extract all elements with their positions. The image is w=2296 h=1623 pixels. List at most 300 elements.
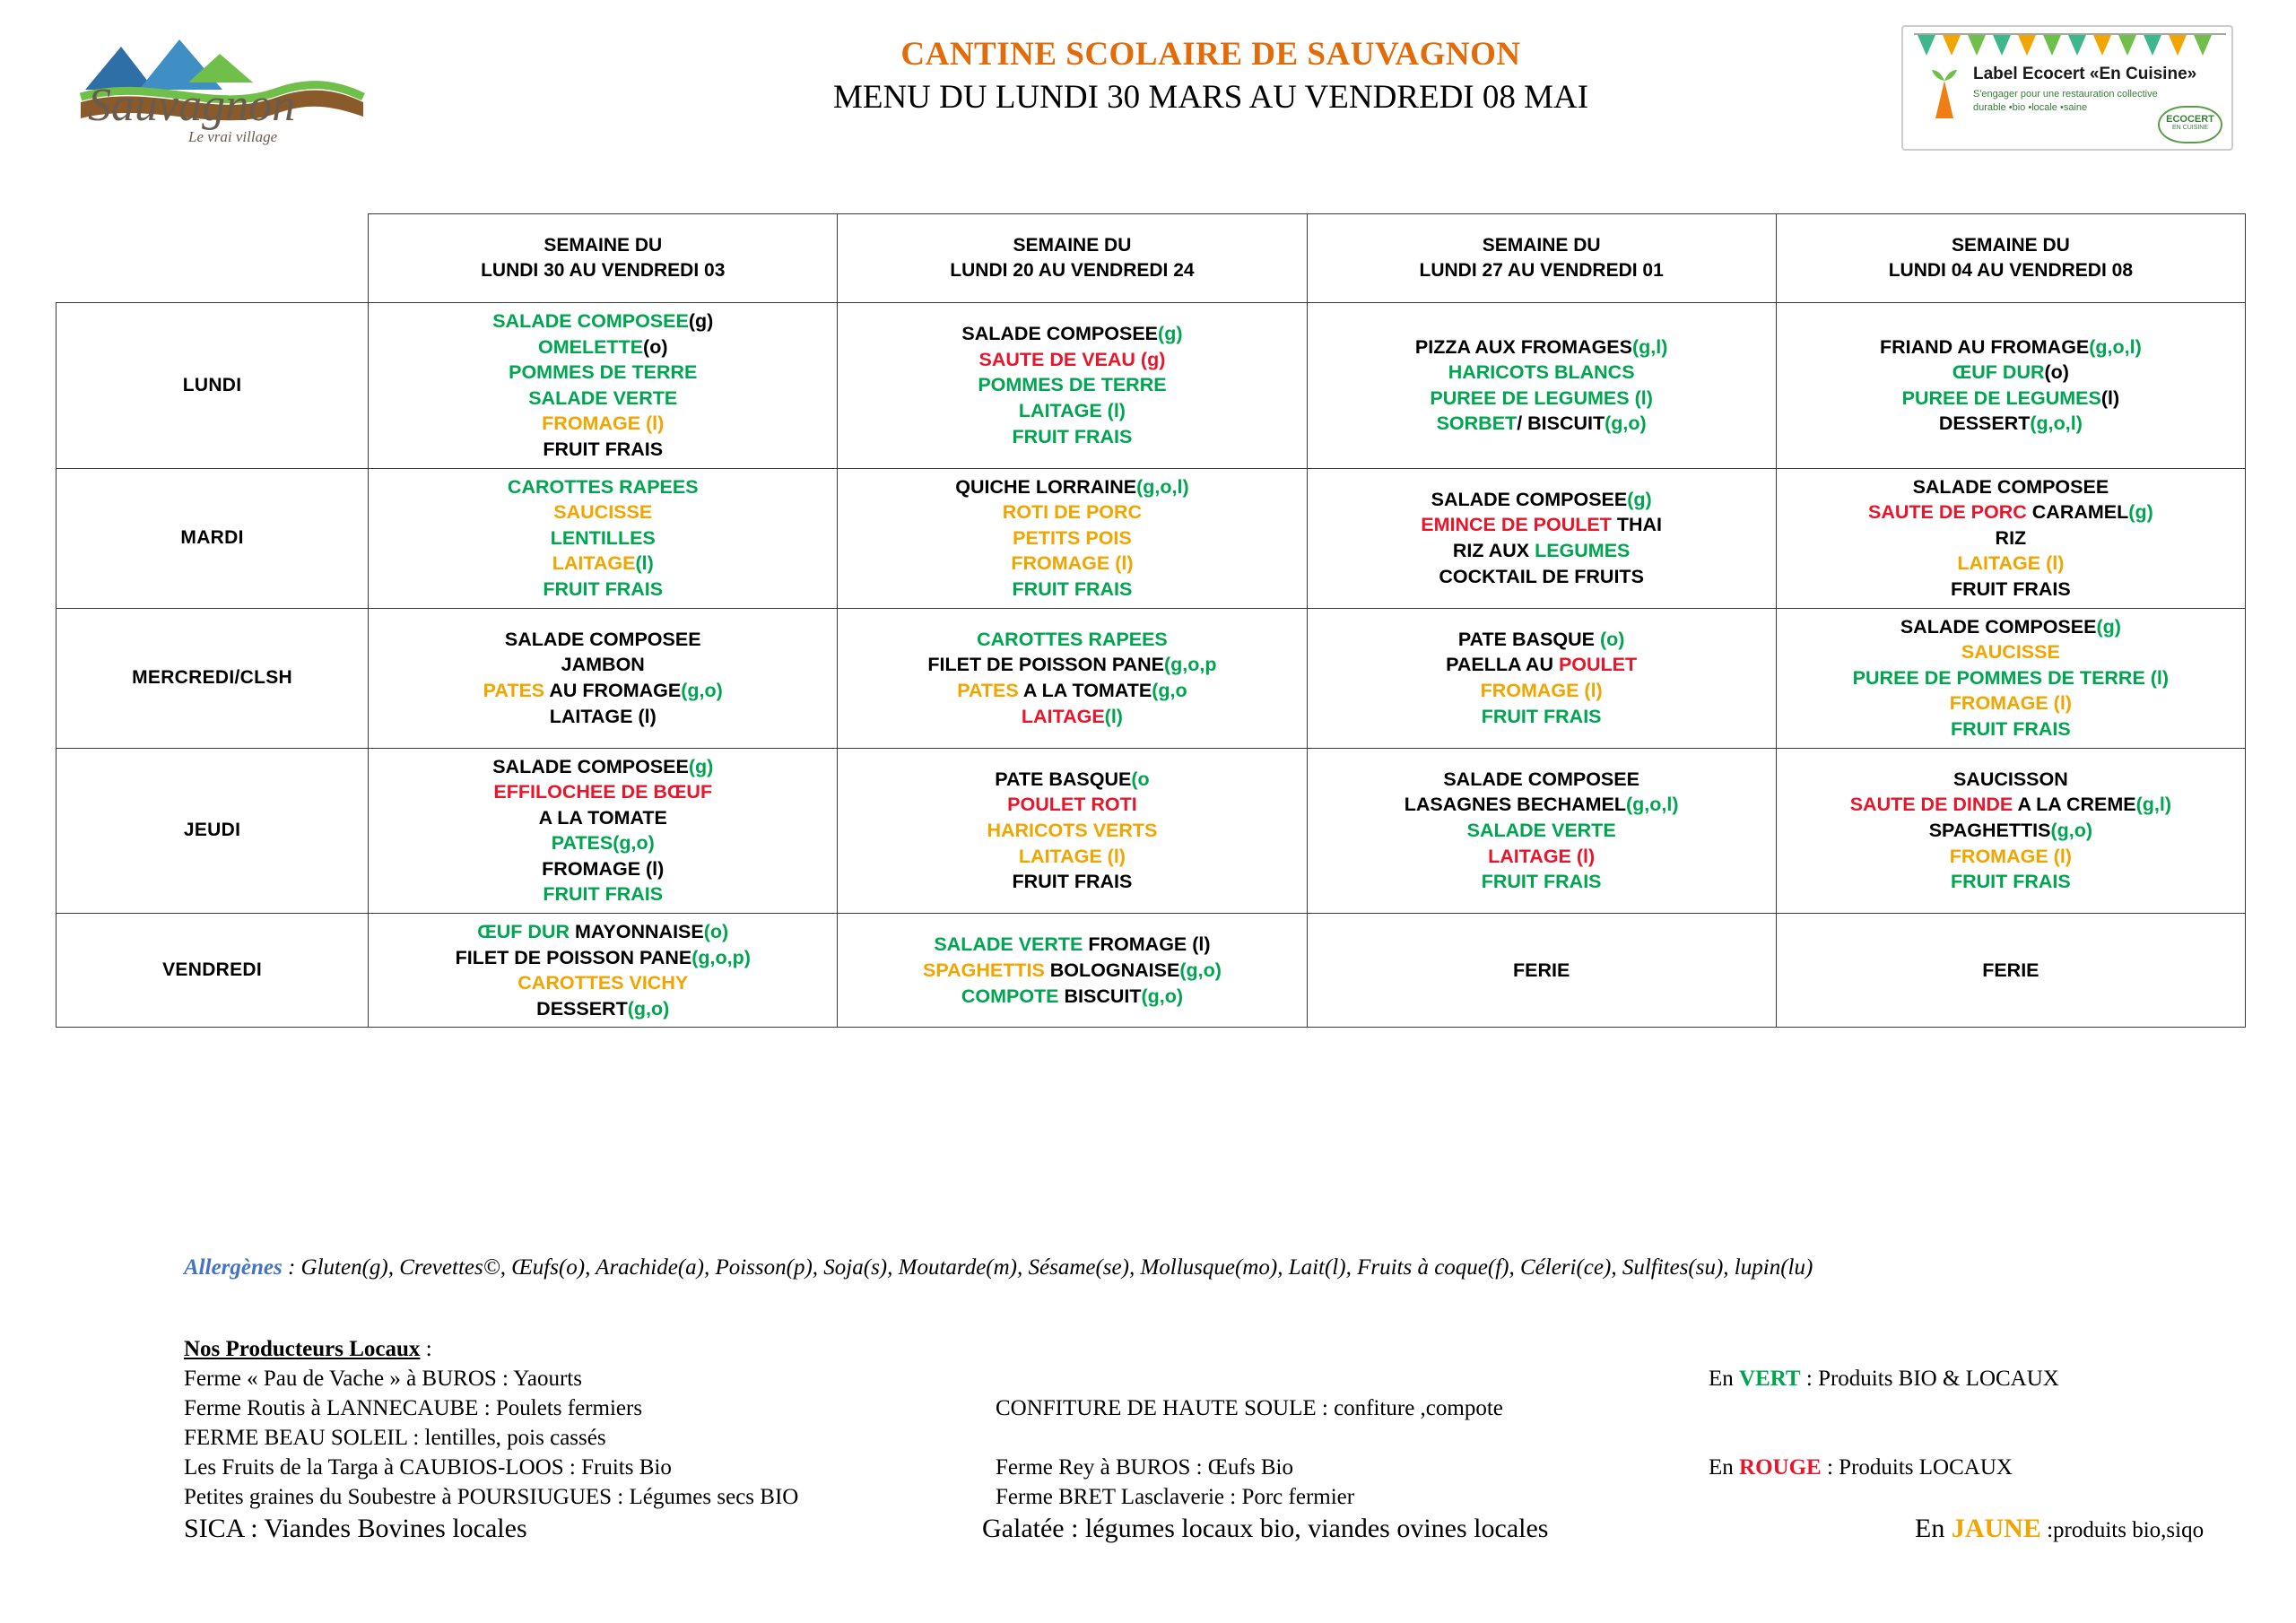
producers-section [184, 1334, 2247, 1551]
menu-text: (g) [1158, 323, 1183, 345]
menu-text: SAUCISSE [1961, 641, 2060, 664]
producers-final-left: SICA : Viandes Bovines locales [184, 1514, 527, 1543]
menu-text: ŒUF DUR [477, 921, 575, 943]
menu-text: SALADE VERTE [1466, 819, 1616, 841]
menu-line [374, 652, 831, 678]
menu-text: FROMAGE (l) [542, 857, 665, 880]
menu-text: (g,o,l) [2030, 412, 2083, 435]
menu-line [1782, 474, 2239, 500]
menu-text: FRUIT FRAIS [1012, 425, 1133, 447]
legend-prefix: En [1709, 1455, 1740, 1480]
menu-line [843, 792, 1300, 818]
menu-text: (o) [1599, 628, 1625, 650]
menu-line [1782, 639, 2239, 665]
menu-text: PATES [957, 680, 1023, 702]
menu-line [1782, 525, 2239, 551]
menu-table [56, 213, 2246, 1028]
menu-text: PIZZA AUX FROMAGES [1414, 335, 1632, 358]
ecocert-subtitle: S'engager pour une restauration collective durable •bio •locale •saine [1973, 89, 2158, 113]
carrot-icon [1926, 66, 1962, 122]
producers-title-suffix: : [420, 1337, 432, 1361]
menu-text: (g) [1627, 488, 1652, 510]
page-title [574, 36, 1848, 117]
menu-line [1313, 538, 1770, 564]
menu-line [843, 678, 1300, 704]
menu-text: QUICHE LORRAINE [955, 475, 1137, 498]
menu-line [1782, 767, 2239, 793]
menu-text: SORBET [1436, 412, 1518, 435]
menu-line [1313, 627, 1770, 653]
menu-text: LENTILLES [550, 526, 656, 549]
menu-line [843, 424, 1300, 450]
menu-line [374, 437, 831, 463]
producer-row-4 [184, 1482, 2247, 1512]
menu-cell-3-0 [369, 748, 838, 914]
menu-text: FRUIT FRAIS [543, 438, 664, 460]
menu-text: PUREE DE LEGUMES (l) [1430, 386, 1653, 409]
producers-final-right-post: :produits bio,siqo [2040, 1518, 2205, 1542]
menu-text: (g,o) [681, 680, 723, 702]
menu-text: LAITAGE (l) [1488, 845, 1596, 867]
menu-line [843, 818, 1300, 844]
corner-cell [57, 214, 369, 303]
menu-text: SAUTE DE VEAU (g) [978, 348, 1166, 370]
menu-text: (o) [2044, 361, 2069, 384]
menu-text: FROMAGE (l) [1949, 845, 2072, 867]
producer-row-0 [184, 1364, 2247, 1393]
menu-line [374, 678, 831, 704]
menu-text: FROMAGE (l) [1949, 692, 2072, 715]
menu-text: (o) [703, 921, 729, 943]
sauvagnon-logo [54, 20, 430, 172]
menu-text: SPAGHETTIS [923, 959, 1050, 981]
menu-text: FRUIT FRAIS [1481, 705, 1602, 727]
menu-text: JAMBON [561, 654, 645, 676]
menu-text: FRIAND AU FROMAGE [1879, 335, 2090, 358]
ecocert-seal [2158, 106, 2222, 143]
producers-title-row [184, 1334, 2247, 1364]
menu-line [374, 360, 831, 386]
menu-text: FERIE [1982, 959, 2039, 981]
menu-text: (g,o,l) [1626, 794, 1679, 816]
producer-text-primary: FERME BEAU SOLEIL : lentilles, pois cassés [184, 1426, 606, 1450]
legend-keyword: VERT [1739, 1367, 1801, 1391]
menu-text: LEGUMES [1535, 540, 1631, 562]
menu-text: (o) [643, 335, 668, 358]
menu-text: FRUIT FRAIS [1950, 717, 2071, 740]
menu-text: DESSERT [1938, 412, 2031, 435]
menu-text: LAITAGE (l) [1018, 845, 1126, 867]
menu-line [374, 704, 831, 730]
menu-line [843, 499, 1300, 525]
menu-text: ROTI DE PORC [1002, 501, 1143, 524]
menu-cell-0-1 [838, 303, 1307, 469]
menu-text: (g,o,l) [2089, 335, 2142, 358]
menu-text: (g,o) [613, 832, 655, 855]
menu-cell-0-2 [1307, 303, 1776, 469]
menu-text: FRUIT FRAIS [1950, 577, 2071, 600]
menu-text: (g,o [1152, 680, 1187, 702]
week-header-2-line2: LUNDI 20 AU VENDREDI 24 [950, 260, 1195, 281]
menu-text: FERIE [1512, 959, 1570, 981]
menu-text: SALADE VERTE [934, 933, 1089, 956]
menu-text: FROMAGE (l) [1480, 680, 1603, 702]
week-header-4-line2: LUNDI 04 AU VENDREDI 08 [1888, 260, 2134, 281]
producer-text-secondary: Ferme Rey à BUROS : Œufs Bio [996, 1455, 1293, 1480]
menu-line [843, 984, 1300, 1010]
legend-suffix: : Produits BIO & LOCAUX [1800, 1367, 2059, 1391]
menu-text: EMINCE DE POULET [1421, 514, 1617, 536]
menu-text: EFFILOCHEE DE BŒUF [493, 781, 713, 803]
menu-text: OMELETTE [537, 335, 644, 358]
day-label-1: MARDI [57, 468, 369, 608]
menu-cell-3-2 [1307, 748, 1776, 914]
menu-cell-1-0 [369, 468, 838, 608]
producers-final-row [184, 1512, 2247, 1551]
menu-cell-2-2 [1307, 608, 1776, 748]
menu-line [1313, 652, 1770, 678]
menu-text: LAITAGE (l) [1018, 400, 1126, 422]
allergens-label: Allergènes [184, 1255, 283, 1280]
menu-text: FRUIT FRAIS [1950, 871, 2071, 893]
menu-text: (g) [688, 310, 714, 332]
menu-cell-2-3 [1776, 608, 2245, 748]
menu-text: RIZ AUX [1452, 540, 1535, 562]
menu-text: HARICOTS BLANCS [1448, 361, 1635, 384]
menu-line [1313, 818, 1770, 844]
menu-line [1313, 334, 1770, 360]
legend-suffix: : Produits LOCAUX [1821, 1455, 2013, 1480]
menu-text: (g,o) [627, 997, 670, 1020]
menu-text: LAITAGE [1021, 705, 1105, 727]
table-header-row [57, 214, 2246, 303]
day-label-3: JEUDI [57, 748, 369, 914]
legend-entry [1709, 1364, 2059, 1393]
producer-text-secondary: Ferme BRET Lasclaverie : Porc fermier [996, 1485, 1355, 1509]
legend-prefix: En [1709, 1367, 1740, 1391]
menu-line [1782, 844, 2239, 870]
menu-text: PUREE DE POMMES DE TERRE (l) [1852, 666, 2170, 689]
menu-text: FRUIT FRAIS [1481, 871, 1602, 893]
menu-text: FRUIT FRAIS [1012, 871, 1133, 893]
menu-row-jeudi [57, 748, 2246, 914]
menu-cell-0-3 [1776, 303, 2245, 469]
menu-text: LASAGNES BECHAMEL [1404, 794, 1627, 816]
menu-row-lundi [57, 303, 2246, 469]
menu-text: (l) [2100, 386, 2120, 409]
day-label-4: VENDREDI [57, 914, 369, 1028]
title-sub: MENU DU LUNDI 30 MARS AU VENDREDI 08 MAI [832, 78, 1589, 116]
producer-text-primary: Les Fruits de la Targa à CAUBIOS-LOOS : Fruits Bio [184, 1455, 672, 1480]
menu-line [374, 945, 831, 971]
producers-title: Nos Producteurs Locaux [184, 1337, 421, 1361]
menu-line [843, 474, 1300, 500]
menu-line [1782, 499, 2239, 525]
menu-text: (g,o,p) [691, 946, 751, 968]
menu-line [843, 958, 1300, 984]
menu-cell-3-1 [838, 748, 1307, 914]
legend-keyword: ROUGE [1739, 1455, 1822, 1480]
legend-jaune: JAUNE [1951, 1514, 2041, 1543]
menu-line [1782, 360, 2239, 386]
menu-cell-2-0 [369, 608, 838, 748]
legend-entry [1709, 1453, 2013, 1482]
menu-text: SALADE COMPOSEE [1900, 615, 2097, 638]
menu-line [1313, 958, 1770, 984]
title-main: CANTINE SCOLAIRE DE SAUVAGNON [900, 36, 1521, 73]
menu-row-vendredi [57, 914, 2246, 1028]
menu-text: SALADE COMPOSEE [492, 310, 689, 332]
producer-row-2 [184, 1423, 2247, 1453]
menu-text: (g) [688, 755, 714, 777]
producer-row-1 [184, 1393, 2247, 1423]
menu-line [374, 779, 831, 805]
menu-text: SALADE COMPOSEE [1431, 488, 1628, 510]
producer-text-primary: Petites graines du Soubestre à POURSIUGUES : Légumes secs BIO [184, 1485, 799, 1509]
menu-text: PATES [551, 832, 613, 855]
menu-text: COMPOTE [961, 985, 1065, 1007]
menu-text: PATE BASQUE [995, 768, 1132, 790]
menu-text: A LA CREME [2017, 794, 2136, 816]
menu-text: PUREE DE LEGUMES [1901, 386, 2101, 409]
menu-text: A LA TOMATE [1022, 680, 1152, 702]
producers-final-right [1915, 1512, 2204, 1548]
menu-text: (g,o) [1179, 959, 1222, 981]
menu-line [374, 754, 831, 780]
menu-cell-1-1 [838, 468, 1307, 608]
menu-text: FILET DE POISSON PANE [455, 946, 692, 968]
week-header-4-line1: SEMAINE DU [1951, 234, 2070, 256]
menu-text: POMMES DE TERRE [509, 361, 698, 384]
menu-text: HARICOTS VERTS [987, 819, 1158, 841]
menu-line [374, 525, 831, 551]
menu-text: SAUTE DE DINDE [1849, 794, 2018, 816]
document-header [0, 0, 2296, 188]
producer-text-primary: Ferme « Pau de Vache » à BUROS : Yaourts [184, 1367, 582, 1391]
menu-text: FROMAGE (l) [1011, 552, 1134, 575]
menu-cell-3-3 [1776, 748, 2245, 914]
week-header-1 [369, 214, 838, 303]
bunting-icon [1910, 30, 2226, 61]
menu-line [374, 551, 831, 577]
menu-line [1313, 678, 1770, 704]
day-label-2: MERCREDI/CLSH [57, 608, 369, 748]
menu-text: CAROTTES RAPEES [977, 628, 1168, 650]
menu-text: FRUIT FRAIS [1012, 577, 1133, 600]
menu-line [1782, 386, 2239, 412]
menu-text: THAI [1616, 514, 1663, 536]
menu-row-mardi [57, 468, 2246, 608]
menu-line [1782, 690, 2239, 716]
menu-text: ŒUF DUR [1952, 361, 2045, 384]
menu-text: A LA TOMATE [538, 806, 667, 829]
menu-line [1782, 551, 2239, 577]
menu-table-body [57, 303, 2246, 1028]
producer-text-primary: Ferme Routis à LANNECAUBE : Poulets fermiers [184, 1396, 643, 1420]
menu-cell-4-3 [1776, 914, 2245, 1028]
menu-text: SALADE COMPOSEE [492, 755, 689, 777]
menu-line [1313, 360, 1770, 386]
menu-text: POMMES DE TERRE [978, 374, 1167, 396]
svg-text:Sauvagnon: Sauvagnon [88, 80, 296, 131]
menu-text: MAYONNAISE [574, 921, 704, 943]
menu-text: BISCUIT [1064, 985, 1142, 1007]
menu-text: BOLOGNAISE [1049, 959, 1180, 981]
menu-text: (g,l) [2135, 794, 2172, 816]
menu-line [843, 932, 1300, 958]
menu-text: CARAMEL [2031, 501, 2129, 524]
menu-text: (g) [2128, 501, 2153, 524]
menu-text: FROMAGE (l) [1088, 933, 1211, 956]
menu-line [374, 830, 831, 856]
menu-text: PATES [483, 680, 550, 702]
menu-text: PATE BASQUE [1457, 628, 1600, 650]
menu-line [843, 525, 1300, 551]
menu-line [843, 577, 1300, 603]
menu-text: PAELLA AU [1446, 654, 1559, 676]
menu-line [374, 970, 831, 996]
menu-cell-1-2 [1307, 468, 1776, 608]
menu-line [374, 411, 831, 437]
menu-line [1313, 411, 1770, 437]
menu-line [843, 704, 1300, 730]
menu-line [1782, 665, 2239, 691]
menu-text: (g,o,l) [1136, 475, 1189, 498]
menu-line [1313, 564, 1770, 590]
menu-text: DESSERT [536, 997, 628, 1020]
menu-text: FRUIT FRAIS [543, 577, 664, 600]
menu-line [1313, 844, 1770, 870]
week-header-4 [1776, 214, 2245, 303]
menu-line [374, 856, 831, 882]
menu-text: (g,o) [1605, 412, 1647, 435]
menu-line [1782, 334, 2239, 360]
menu-text: FRUIT FRAIS [543, 883, 664, 906]
menu-line [1782, 869, 2239, 895]
menu-text: (l) [635, 552, 654, 575]
allergens-note [184, 1252, 2238, 1283]
menu-line [843, 767, 1300, 793]
ecocert-seal-line1: ECOCERT [2166, 114, 2214, 125]
menu-line [374, 474, 831, 500]
menu-row-mercredi-clsh [57, 608, 2246, 748]
menu-text: AU FROMAGE [549, 680, 682, 702]
menu-cell-1-3 [1776, 468, 2245, 608]
menu-text: (g,l) [1631, 335, 1668, 358]
menu-cell-4-1 [838, 914, 1307, 1028]
producers-final-mid: Galatée : légumes locaux bio, viandes ovines locales [982, 1514, 1549, 1543]
menu-line [843, 372, 1300, 398]
menu-line [374, 334, 831, 360]
menu-line [1313, 512, 1770, 538]
menu-line [843, 627, 1300, 653]
menu-text: (g,o) [1141, 985, 1184, 1007]
menu-cell-4-0 [369, 914, 838, 1028]
menu-line [1782, 411, 2239, 437]
menu-line [843, 652, 1300, 678]
menu-line [843, 321, 1300, 347]
menu-line [1313, 386, 1770, 412]
week-header-1-line1: SEMAINE DU [544, 234, 663, 256]
menu-line [374, 919, 831, 945]
menu-line [843, 347, 1300, 373]
menu-line [1313, 767, 1770, 793]
menu-text: COCKTAIL DE FRUITS [1439, 565, 1644, 587]
menu-text: POULET ROTI [1007, 794, 1137, 816]
menu-line [1782, 577, 2239, 603]
menu-line [1313, 704, 1770, 730]
menu-text: LAITAGE (l) [1957, 552, 2065, 575]
menu-text: SALADE VERTE [528, 386, 678, 409]
menu-text: (g,o) [2050, 819, 2093, 841]
menu-text: SAUTE DE PORC [1868, 501, 2032, 524]
menu-line [843, 844, 1300, 870]
menu-line [843, 398, 1300, 424]
menu-line [374, 308, 831, 334]
menu-text: FROMAGE (l) [542, 412, 665, 435]
menu-text: SAUCISSON [1952, 768, 2068, 790]
week-header-1-line2: LUNDI 30 AU VENDREDI 03 [481, 260, 726, 281]
menu-text: (g,o,p [1163, 654, 1217, 676]
menu-text: (l) [1104, 705, 1123, 727]
menu-line [374, 499, 831, 525]
menu-line [1313, 487, 1770, 513]
menu-text: RIZ [1995, 526, 2027, 549]
menu-text: (o [1131, 768, 1150, 790]
producers-final-right-pre: En [1915, 1514, 1952, 1543]
menu-cell-0-0 [369, 303, 838, 469]
menu-line [843, 551, 1300, 577]
menu-text: SALADE COMPOSEE [961, 323, 1159, 345]
menu-line [1782, 958, 2239, 984]
menu-cell-4-2 [1307, 914, 1776, 1028]
menu-line [1782, 792, 2239, 818]
menu-text: SALADE COMPOSEE [1912, 475, 2109, 498]
menu-line [1313, 869, 1770, 895]
menu-line [374, 577, 831, 603]
menu-text: CAROTTES VICHY [517, 972, 689, 994]
menu-line [1782, 614, 2239, 640]
ecocert-seal-line2: EN CUISINE [2171, 125, 2209, 131]
menu-text: POULET [1558, 654, 1638, 676]
day-label-0: LUNDI [57, 303, 369, 469]
menu-line [374, 805, 831, 831]
menu-text: / BISCUIT [1517, 412, 1605, 435]
menu-text: SALADE COMPOSEE [504, 628, 701, 650]
menu-text: SPAGHETTIS [1928, 819, 2051, 841]
menu-line [1313, 792, 1770, 818]
menu-text: FILET DE POISSON PANE [927, 654, 1164, 676]
week-header-3-line2: LUNDI 27 AU VENDREDI 01 [1419, 260, 1664, 281]
week-header-3-line1: SEMAINE DU [1482, 234, 1601, 256]
menu-cell-2-1 [838, 608, 1307, 748]
menu-line [374, 386, 831, 412]
menu-text: LAITAGE (l) [549, 705, 657, 727]
menu-line [374, 996, 831, 1022]
menu-text: PETITS POIS [1013, 526, 1132, 549]
week-header-3 [1307, 214, 1776, 303]
svg-text:Le vrai village: Le vrai village [188, 128, 278, 145]
ecocert-label [1901, 25, 2233, 160]
week-header-2-line1: SEMAINE DU [1013, 234, 1132, 256]
menu-text: SALADE COMPOSEE [1443, 768, 1639, 790]
menu-text: LAITAGE [552, 552, 636, 575]
ecocert-title: Label Ecocert «En Cuisine» [1973, 65, 2197, 83]
producer-text-secondary: CONFITURE DE HAUTE SOULE : confiture ,compote [996, 1396, 1503, 1420]
menu-text: CAROTTES RAPEES [507, 475, 699, 498]
week-header-2 [838, 214, 1307, 303]
allergens-text: : Gluten(g), Crevettes©, Œufs(o), Arachide(a), Poisson(p), Soja(s), Moutarde(m), Sésame(se), Mollusque(mo), Lait(l), Fruits à coque(f), Céleri(ce), Sulfites(su), lupin(lu) [282, 1255, 1813, 1280]
